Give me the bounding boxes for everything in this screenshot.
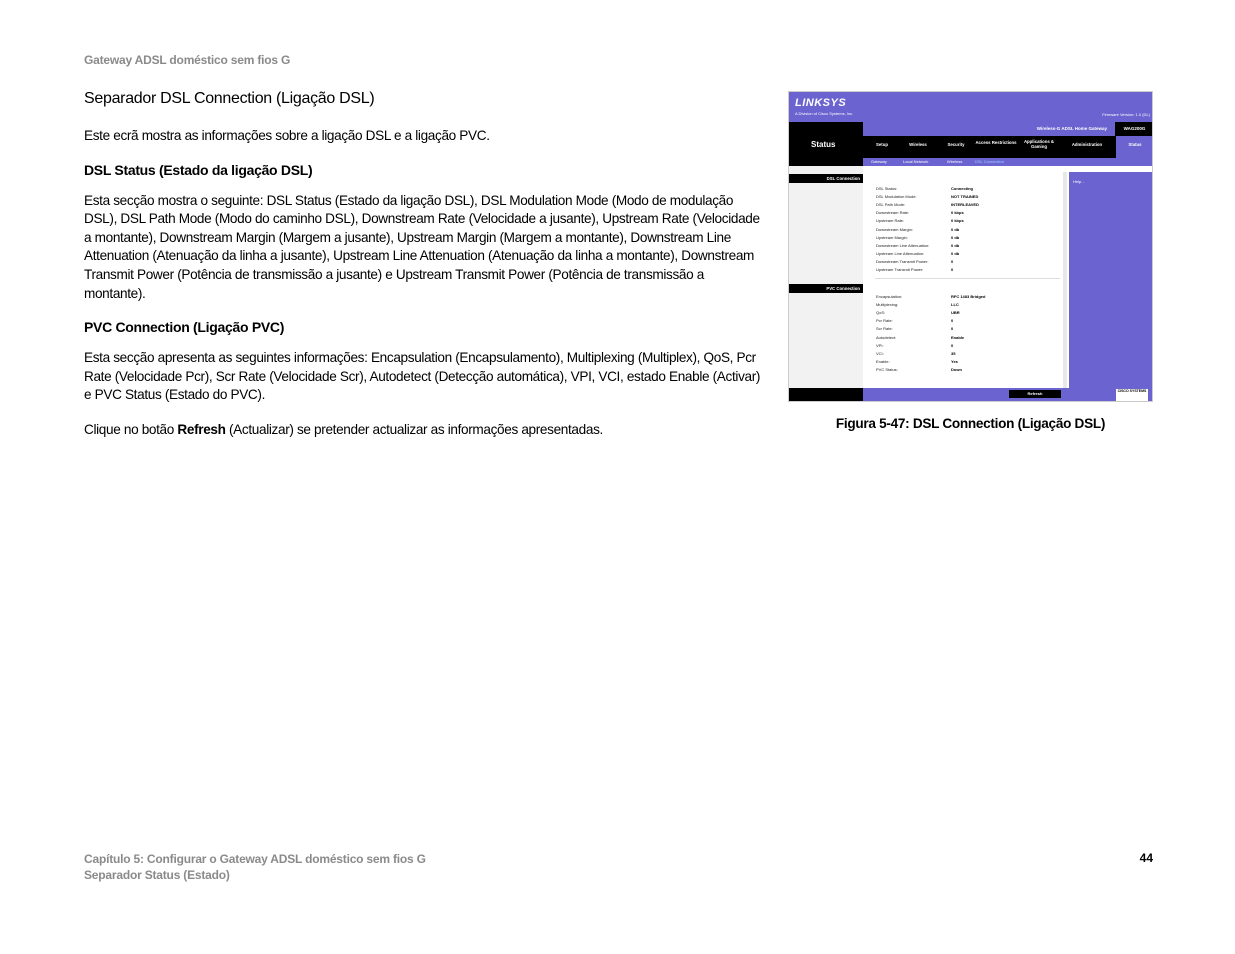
dsl-row-value: NOT TRAINED — [951, 194, 979, 200]
running-header: Gateway ADSL doméstico sem fios G — [84, 53, 291, 67]
dsl-status-heading: DSL Status (Estado da ligação DSL) — [84, 161, 313, 178]
tab-applications-gaming[interactable]: Applications & Gaming — [1023, 139, 1055, 149]
dsl-row-label: Upstream Line Attenuation: — [876, 250, 925, 256]
subtab-local-network[interactable]: Local Network — [903, 159, 929, 164]
dsl-row-value: INTERLEAVED — [951, 202, 979, 208]
figure-screenshot — [788, 91, 1153, 402]
dsl-status-paragraph: Esta secção mostra o seguinte: DSL Status (Estado da ligação DSL), DSL Modulation Mode (Modo de modulação DSL), DSL Path Mode (Modo do caminho DSL), Downstream Rate (Velocidade a jusante), Upstream Rate (Velocidade a montante), Downstream Margin (Margem a jusante), Upstream Margin (Margem a montante), Downstream Line Attenuation (Atenuação da linha a jusante), Upstream Line Attenuation (Atenuação da linha a montante), Downstream Transmit Power (Potência de transmissão a jusante) e Upstream Transmit Power (Potência de transmissão a montante). — [84, 192, 760, 301]
dsl-row-label: DSL Modulation Mode: — [876, 194, 917, 200]
pvc-row-value: Enable — [951, 334, 965, 340]
model-name: WAG200G — [1115, 122, 1153, 136]
dsl-row-label: Downstream Rate: — [876, 210, 910, 216]
dsl-row-value: 0 — [951, 267, 954, 272]
dsl-row-label: Downstream Transmit Power: — [876, 258, 929, 264]
footer-chapter: Capítulo 5: Configurar o Gateway ADSL doméstico sem fios G — [84, 852, 426, 866]
dsl-row-label: Upstream Rate: — [876, 218, 905, 224]
dsl-row-label: Upstream Transmit Power: — [876, 267, 924, 272]
pvc-connection-label: PVC Connection — [789, 284, 863, 293]
pvc-row-value: 0 — [951, 318, 954, 324]
pvc-row-value: 0 — [951, 326, 954, 332]
logo-subtitle: A Division of Cisco Systems, Inc. — [795, 111, 854, 116]
pvc-row-label: Autodetect: — [876, 334, 897, 340]
refresh-text-after: (Actualizar) se pretender actualizar as informações apresentadas. — [225, 421, 603, 437]
pvc-row-value: 35 — [951, 350, 956, 356]
dsl-row-value: 0 — [951, 258, 954, 264]
tab-status[interactable]: Status — [1128, 142, 1142, 147]
help-link[interactable]: Help... — [1073, 179, 1085, 184]
dsl-row-label: DSL Status: — [876, 186, 898, 191]
page-number: 44 — [1139, 851, 1153, 865]
tab-wireless[interactable]: Wireless — [909, 142, 927, 147]
pvc-row-label: PVC Status: — [876, 366, 898, 372]
dsl-row-value: 0 kbps — [951, 210, 964, 216]
main-content — [84, 90, 764, 456]
dsl-row-value: 0 db — [951, 242, 960, 248]
dsl-row-label: Downstream Line Attenuation: — [876, 242, 930, 248]
pvc-row-value: 0 — [951, 342, 954, 348]
dsl-row-value: 0 kbps — [951, 218, 964, 224]
pvc-row-value: RFC 1483 Bridged — [951, 294, 986, 299]
figure-section-title: Status — [811, 140, 836, 149]
refresh-paragraph — [84, 421, 764, 440]
pvc-row-value: Down — [951, 366, 962, 372]
refresh-text-bold: Refresh — [177, 421, 226, 437]
section-title: Separador DSL Connection (Ligação DSL) — [84, 90, 375, 107]
subtab-dsl-connection[interactable]: DSL Connection — [975, 159, 1004, 164]
pvc-heading: PVC Connection (Ligação PVC) — [84, 319, 285, 336]
figure-content-border — [1063, 172, 1067, 388]
refresh-button[interactable]: Refresh — [1009, 390, 1061, 398]
refresh-text-before: Clique no botão — [84, 421, 178, 437]
figure-caption: Figura 5-47: DSL Connection (Ligação DSL) — [835, 416, 1106, 431]
pvc-row-value: LLC — [951, 302, 959, 308]
subtab-wireless[interactable]: Wireless — [947, 159, 963, 164]
pvc-row-label: QoS: — [876, 310, 886, 316]
pvc-row-label: Pcr Rate: — [876, 318, 893, 324]
pvc-row-label: Scr Rate: — [876, 326, 893, 332]
intro-paragraph: Este ecrã mostra as informações sobre a ligação DSL e a ligação PVC. — [84, 128, 490, 143]
figure-tab-bar — [863, 136, 1153, 158]
dsl-row-value: 0 db — [951, 226, 960, 232]
product-name: Wireless-G ADSL Home Gateway — [1036, 126, 1107, 131]
pvc-row-value: Yes — [951, 358, 958, 364]
subtab-gateway[interactable]: Gateway — [871, 159, 887, 164]
pvc-row-value: UBR — [951, 310, 960, 316]
figure-bottom-left — [789, 388, 863, 402]
figure-section-box — [789, 122, 863, 166]
dsl-row-label: DSL Path Mode: — [876, 202, 906, 208]
pvc-paragraph: Esta secção apresenta as seguintes informações: Encapsulation (Encapsulamento), Multiplexing (Multiplex), QoS, Pcr Rate (Velocidade Pcr), Scr Rate (Velocidade Scr), Autodetect (Detecção automática), VPI, VCI, estado Enable (Activar) e PVC Status (Estado do PVC). — [84, 350, 761, 403]
active-tab-bg — [1116, 136, 1153, 158]
footer — [84, 851, 426, 883]
pvc-row-label: Enable: — [876, 358, 890, 364]
tab-access-restrictions[interactable]: Access Restrictions — [975, 140, 1017, 145]
firmware-version: Firmware Version: 1.0 (DL) — [1102, 112, 1150, 117]
linksys-logo: LINKSYS — [795, 97, 847, 109]
pvc-row-label: Multiplexing: — [876, 302, 899, 308]
product-bar — [863, 122, 1115, 136]
dsl-row-label: Upstream Margin: — [876, 234, 908, 240]
figure-separator — [875, 278, 1060, 279]
tab-security[interactable]: Security — [947, 142, 965, 147]
pvc-row-label: Encapsulation: — [876, 294, 903, 299]
figure-help-panel — [1069, 172, 1153, 389]
figure-banner — [789, 92, 1153, 122]
dsl-connection-label: DSL Connection — [789, 174, 863, 183]
footer-section: Separador Status (Estado) — [84, 868, 230, 882]
dsl-row-value: Connecting — [951, 186, 973, 191]
dsl-row-value: 0 db — [951, 250, 960, 256]
tab-setup[interactable]: Setup — [876, 142, 888, 147]
cisco-logo: CISCO SYSTEMS — [1116, 389, 1148, 402]
pvc-row-label: VCI: — [876, 350, 884, 356]
dsl-row-value: 0 db — [951, 234, 960, 240]
pvc-row-label: VPI: — [876, 342, 884, 348]
dsl-row-label: Downstream Margin: — [876, 226, 913, 232]
cisco-area — [1069, 389, 1153, 402]
figure-left-column — [789, 166, 863, 402]
figure-subnav — [863, 158, 1153, 166]
tab-administration[interactable]: Administration — [1071, 142, 1103, 147]
